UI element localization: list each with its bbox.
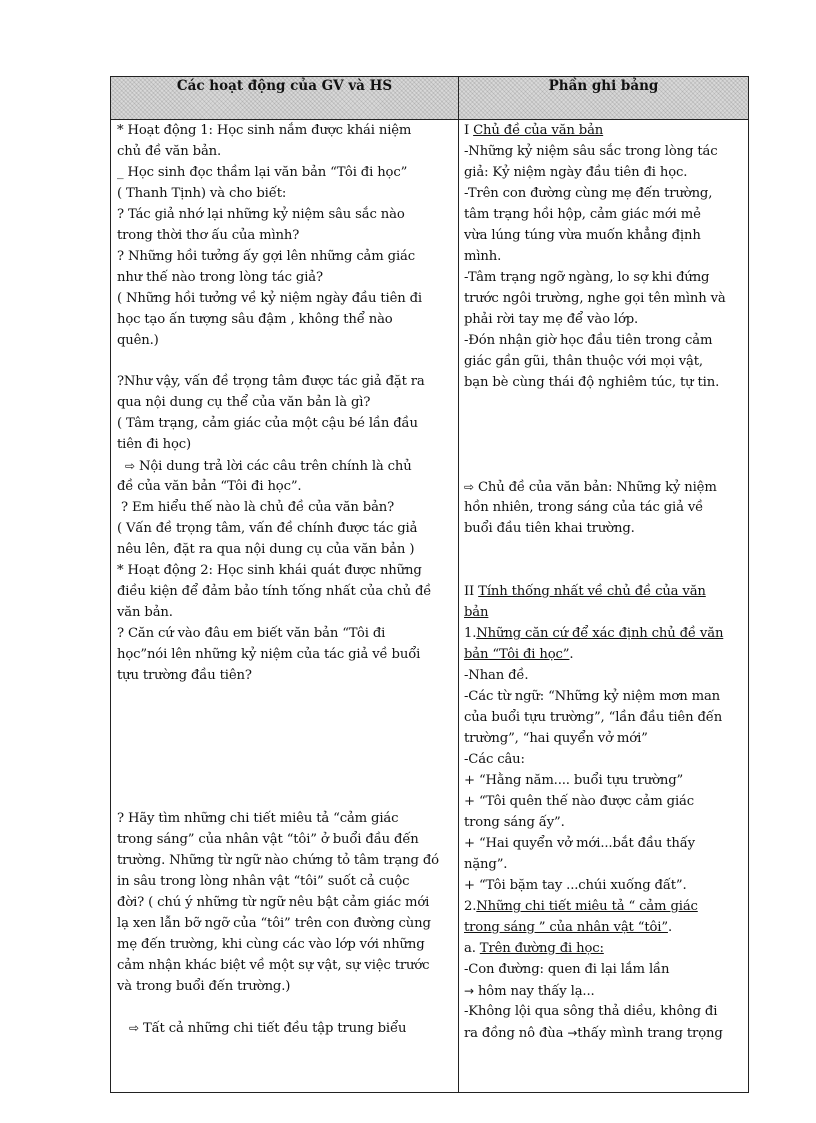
right-line: -Các từ ngữ: “Những kỷ niệm mơn man [464,689,721,704]
left-line: * Hoạt động 2: Học sinh khái quát được những [117,563,422,578]
right-line: -Những kỷ niệm sâu sắc trong lòng tác [464,144,718,159]
right-line: trong sáng ấy”. [464,815,565,830]
right-line: -Tâm trạng ngỡ ngàng, lo sợ khi đứng [464,270,710,285]
left-line: đời? ( chú ý những từ ngữ nêu bật cảm giác mới [117,895,430,910]
right-line: + “Hằng năm.... buổi tựu trường” [464,773,684,788]
right-line: mình. [464,249,502,264]
right-arrow-icon: ⇨ [129,1021,139,1035]
subsection-heading: trong sáng ” của nhân vật “tôi” [464,920,668,935]
table-body-row [111,120,749,1093]
right-line: -Không lội qua sông thả diều, không đi [464,1004,718,1019]
left-line: tựu trường đầu tiên? [117,668,252,683]
left-line: như thế nào trong lòng tác giả? [117,270,323,285]
right-line: phải rời tay mẹ để vào lớp. [464,312,639,327]
lesson-table [110,76,749,1093]
left-line: ( Thanh Tịnh) và cho biết: [117,186,287,201]
right-line: bản [464,605,489,620]
left-line: ? Những hồi tưởng ấy gợi lên những cảm giác [117,249,415,264]
left-line: ? Căn cứ vào đâu em biết văn bản “Tôi đi [117,626,386,641]
left-line: in sâu trong lòng nhân vật “tôi” suốt cả cuộc [117,874,410,889]
left-line-text: Nội dung trả lời các câu trên chính là chủ [138,459,412,474]
right-line: trong sáng ” của nhân vật “tôi”. [464,920,672,935]
right-line: vừa lúng túng vừa muốn khẳng định [464,228,701,243]
left-line: học tạo ấn tượng sâu đậm , không thể nào [117,312,393,327]
right-line: hồn nhiên, trong sáng của tác giả về [464,500,704,515]
right-line: ra đồng nô đùa →thấy mình trang trọng [464,1026,723,1041]
left-line: văn bản. [117,605,173,620]
table-header-row [111,77,749,120]
left-line: lạ xen lẫn bỡ ngỡ của “tôi” trên con đường cùng [117,916,431,931]
right-line: nặng”. [464,857,508,872]
right-arrow-icon: ⇨ [125,459,135,473]
subsection-heading: Những chi tiết miêu tả “ cảm giác [476,899,698,914]
left-line: ?Như vậy, vấn đề trọng tâm được tác giả đặt ra [117,374,425,389]
right-line: + “Tôi quên thế nào được cảm giác [464,794,694,809]
right-line: trước ngôi trường, nghe gọi tên mình và [464,291,726,306]
right-line: -Đón nhận giờ học đầu tiên trong cảm [464,333,713,348]
left-line: nêu lên, đặt ra qua nội dung cụ của văn bản ) [117,542,415,557]
board-notes-cell [459,120,749,1093]
left-line: trường. Những từ ngữ nào chứng tỏ tâm trạng đó [117,853,439,868]
right-line: -Trên con đường cùng mẹ đến trường, [464,186,713,201]
left-line: cảm nhận khác biệt về một sự vật, sự việc trước [117,958,430,973]
right-line: I Chủ đề của văn bản [464,123,604,138]
left-line: trong thời thơ ấu của mình? [117,228,300,243]
header-board-notes: Phần ghi bảng [459,77,749,120]
left-line: _ Học sinh đọc thầm lại văn bản “Tôi đi học” [117,165,408,180]
left-line: đề của văn bản “Tôi đi học”. [117,479,302,494]
right-line: II Tính thống nhất về chủ đề của văn [464,584,706,599]
left-line: * Hoạt động 1: Học sinh nắm được khái niệm [117,123,412,138]
section-heading: Tính thống nhất về chủ đề của văn [478,584,706,599]
left-line: ( Những hồi tưởng về kỷ niệm ngày đầu tiên đi [117,291,422,306]
subsection-heading: bản “Tôi đi học” [464,647,570,662]
right-line: tâm trạng hồi hộp, cảm giác mới mẻ [464,207,701,222]
activities-cell [111,120,459,1093]
right-line: + “Tôi bặm tay ...chúi xuống đất”. [464,878,687,893]
left-line [129,1020,406,1037]
header-activities: Các hoạt động của GV và HS [111,77,459,120]
right-line: ⇨ Chủ đề của văn bản: Những kỷ niệm [464,480,717,495]
left-line: quên.) [117,333,159,348]
left-line: ( Vấn đề trọng tâm, vấn đề chính được tác giả [117,521,418,536]
arrow-icon: → [464,984,474,998]
right-line: buổi đầu tiên khai trường. [464,521,635,536]
left-line: và trong buổi đến trường.) [117,979,291,994]
right-line: → hôm nay thấy lạ... [464,984,595,999]
left-line: ? Tác giả nhớ lại những kỷ niệm sâu sắc nào [117,207,405,222]
left-line: qua nội dung cụ thể của văn bản là gì? [117,395,371,410]
right-line: trường”, “hai quyển vở mới” [464,731,648,746]
arrow-icon: → [567,1026,578,1040]
left-line [125,458,412,475]
right-line: 2.Những chi tiết miêu tả “ cảm giác [464,899,698,914]
right-line: + “Hai quyển vở mới...bắt đầu thấy [464,836,695,851]
right-line: -Con đường: quen đi lại lắm lần [464,962,670,977]
right-line: của buổi tựu trường”, “lần đầu tiên đến [464,710,723,725]
right-line: bản “Tôi đi học”. [464,647,574,662]
subsection-heading: Những căn cứ để xác định chủ đề văn [476,626,724,641]
right-line: -Các câu: [464,752,525,767]
right-arrow-icon: ⇨ [464,480,474,494]
right-line: bạn bè cùng thái độ nghiêm túc, tự tin. [464,375,720,390]
left-line: học”nói lên những kỷ niệm của tác giả về buổi [117,647,421,662]
left-line: tiên đi học) [117,437,192,452]
right-line: -Nhan đề. [464,668,529,683]
subsection-heading: Trên đường đi học: [479,941,604,956]
left-line: trong sáng” của nhân vật “tôi” ở buổi đầu đến [117,832,419,847]
left-line: mẹ đến trường, khi cùng các vào lớp với những [117,937,425,952]
left-line: điều kiện để đảm bảo tính tống nhất của chủ đề [117,584,432,599]
left-line: ? Hãy tìm những chi tiết miêu tả “cảm giác [117,811,399,826]
right-line: giác gần gũi, thân thuộc với mọi vật, [464,354,703,369]
right-line: 1.Những căn cứ để xác định chủ đề văn [464,626,724,641]
left-line-text: Tất cả những chi tiết đều tập trung biểu [142,1021,407,1036]
left-line: chủ đề văn bản. [117,144,222,159]
section-heading: Chủ đề của văn bản [473,123,604,138]
left-line: ( Tâm trạng, cảm giác của một cậu bé lần đầu [117,416,418,431]
left-line: ? Em hiểu thế nào là chủ đề của văn bản? [121,500,395,515]
right-line: a. Trên đường đi học: [464,941,604,956]
right-line: giả: Kỷ niệm ngày đầu tiên đi học. [464,165,688,180]
